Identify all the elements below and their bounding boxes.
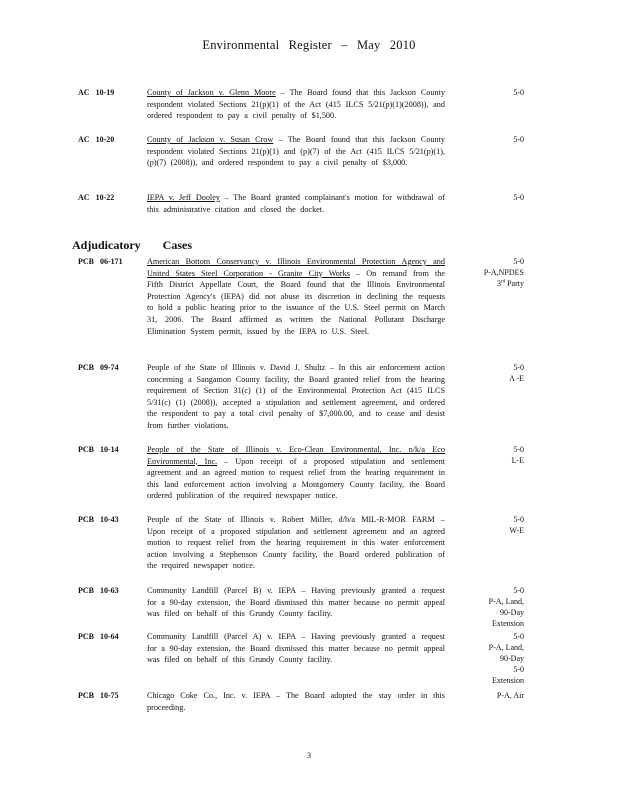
vote-column: 5-0 — [513, 88, 524, 97]
case-number: AC 10-19 — [78, 88, 115, 97]
section-heading: Adjudicatory Cases — [72, 238, 193, 252]
case-caption: People of the State of Illinois v. Eco-Clean Environmental, Inc. n/k/a Eco Environmental, Inc. — [147, 445, 445, 466]
case-number: PCB 10-14 — [78, 445, 119, 454]
case-description: American Bottom Conservancy v. Illinois Environmental Protection Agency and United States Steel Corporation - Granite City Works – On remand from the Fifth District Appellate Court, the Board found that the Illinois Environmental Protection Agency's (IEPA) did not abuse its discretion in declining the requests to hold a public hearing prior to the issuance of the U.S. Steel permit on March 31, 2006. The Board affirmed as written the National Pollutant Discharge Elimination System permit, issued by the IEPA to U.S. Steel. — [147, 257, 445, 336]
page-header-title: Environmental Register – May 2010 — [202, 38, 416, 52]
vote-column: P-A, Air — [496, 691, 524, 700]
case-number: PCB 09-74 — [78, 363, 119, 372]
vote-column: 5-0 A -E — [509, 363, 524, 383]
case-description: People of the State of Illinois v. Eco-Clean Environmental, Inc. n/k/a Eco Environmental, Inc. – Upon receipt of a proposed stipulation and settlement agreement and an agreed motion to request relief from the hearing requirement in this land enforcement action involving a Montgomery County facility, the Board ordered publication of the required newspaper notice. — [147, 445, 445, 501]
case-description: County of Jackson v. Susan Crow – The Board found that this Jackson County respondent violated Sections 21(p)(1) and (p)(7) of the Act (415 ILCS 5/21(p)(1),(p)(7) (2008)), and ordered respondent to pay a civil penalty of $3,000. — [147, 135, 445, 168]
vote-column: 5-0 L-E — [511, 445, 524, 465]
case-caption: IEPA v. Jeff Dooley — [147, 193, 220, 202]
case-description: Chicago Coke Co., Inc. v. IEPA – The Board adopted the stay order in this proceeding. — [147, 691, 445, 712]
case-number: AC 10-20 — [78, 135, 115, 144]
page-number: 3 — [307, 751, 311, 760]
case-description: IEPA v. Jeff Dooley – The Board granted complainant's motion for withdrawal of this administrative citation and closed the docket. — [147, 193, 446, 214]
case-caption: County of Jackson v. Susan Crow — [147, 135, 274, 144]
case-caption: County of Jackson v. Glenn Moore — [147, 88, 276, 97]
case-description: County of Jackson v. Glenn Moore – The Board found that this Jackson County respondent violated Sections 21(p)(1) of the Act (415 ILCS 5/21(p)(1)(2008)), and ordered respondent to pay a civil penalty of $1,500. — [147, 88, 445, 121]
vote-column: 5-0 P-A, Land, 90-Day Extension — [488, 586, 524, 628]
vote-column: 5-0 — [513, 135, 524, 144]
case-description: People of the State of Illinois v. David J. Shultz – In this air enforcement action concerning a Sangamon County facility, the Board granted relief from the hearing requirement of Section 31(c) (1) of the Environmental Protection Act (415 ILCS 5/31(c) (1) (2008)), accepted a stipulation and settlement agreement, and ordered the respondent to pay a total civil penalty of $7,000.00, and to cease and desist from further violations. — [147, 363, 445, 430]
case-description: People of the State of Illinois v. Robert Miller, d/b/a MIL-R-MOR FARM – Upon receipt of a proposed stipulation and settlement agreement and an agreed motion to request relief from the hearing requirement in this water enforcement action involving a Stephenson County facility, the Board ordered publication of the required newspaper notice. — [147, 515, 445, 571]
vote-column: 5-0 W-E — [509, 515, 524, 535]
vote-column: 5-0 P-A,NPDES 3rd Party — [483, 257, 524, 288]
case-number: PCB 10-75 — [78, 691, 119, 700]
case-number: PCB 10-63 — [78, 586, 119, 595]
vote-column: 5-0 P-A, Land, 90-Day 5-0 Extension — [488, 632, 524, 685]
case-number: PCB 10-43 — [78, 515, 119, 524]
vote-column: 5-0 — [513, 193, 524, 202]
case-caption: American Bottom Conservancy v. Illinois Environmental Protection Agency and United States Steel Corporation - Granite City Works — [147, 257, 445, 278]
case-description: Community Landfill (Parcel B) v. IEPA – Having previously granted a request for a 90-day extension, the Board dismissed this matter because no permit appeal was filed on behalf of this Grundy County facility. — [147, 586, 445, 619]
case-number: AC 10-22 — [78, 193, 115, 202]
case-number: PCB 10-64 — [78, 632, 119, 641]
case-description: Community Landfill (Parcel A) v. IEPA – Having previously granted a request for a 90-day extension, the Board dismissed this matter because no permit appeal was filed on behalf of this Grundy County facility. — [147, 632, 445, 665]
case-number: PCB 06-171 — [78, 257, 123, 266]
